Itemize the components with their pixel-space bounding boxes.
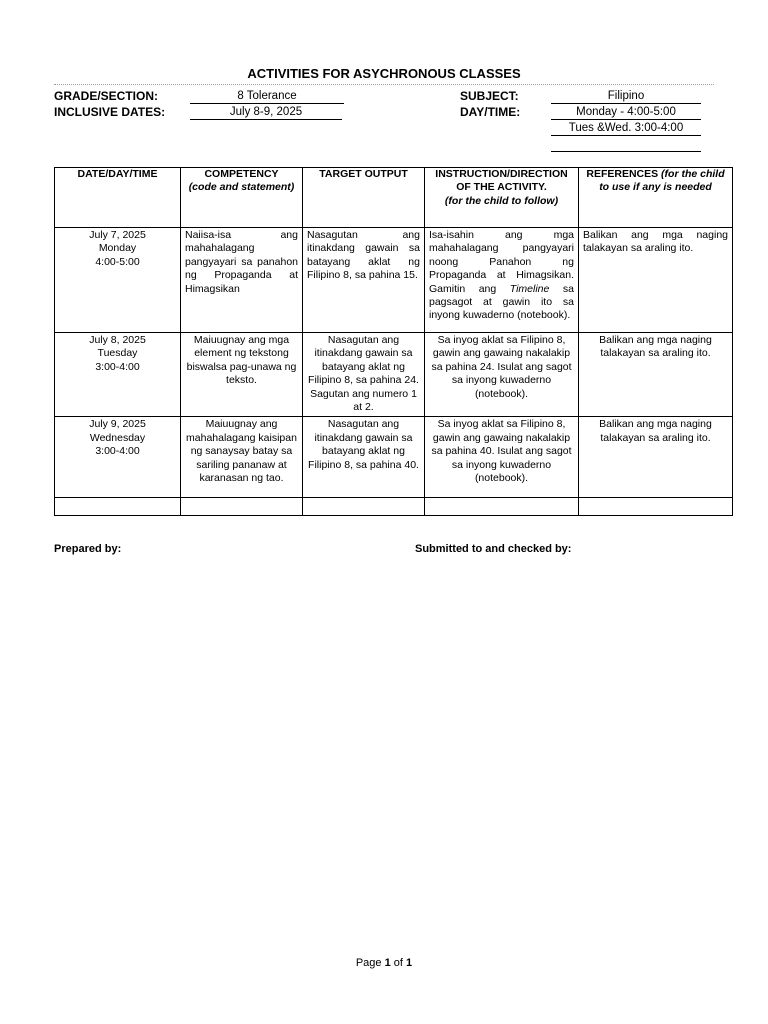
empty-cell (181, 498, 303, 516)
instruction-cell: Sa inyog aklat sa Filipino 8, gawin ang gawaing nakalakip sa pahina 24. Isulat ang sagot sa inyong kuwaderno (notebook). (425, 333, 579, 417)
references-cell: Balikan ang mga naging talakayan sa araling ito. (579, 417, 733, 498)
target-output-cell: Nasagutan ang itinakdang gawain sa batayang aklat ng Filipino 8, sa pahina 24. Sagutan ang numero 1 at 2. (303, 333, 425, 417)
target-output-cell: Nasagutan ang itinakdang gawain sa batayang aklat ng Filipino 8, sa pahina 40. (303, 417, 425, 498)
page-number: Page 1 of 1 (355, 957, 413, 969)
empty-cell (425, 498, 579, 516)
header-target-output: TARGET OUTPUT (303, 168, 425, 228)
instruction-cell: Sa inyog aklat sa Filipino 8, gawin ang gawaing nakalakip sa pahina 40. Isulat ang sagot sa inyong kuwaderno (notebook). (425, 417, 579, 498)
table-header-row (55, 168, 733, 228)
subject-label: SUBJECT: (460, 89, 519, 103)
references-cell: Balikan ang mga naging talakayan sa araling ito. (579, 228, 733, 333)
header-date-day-time: DATE/DAY/TIME (55, 168, 181, 228)
date-cell: July 8, 2025 Tuesday 3:00-4:00 (55, 333, 181, 417)
header-instruction: INSTRUCTION/DIRECTION OF THE ACTIVITY. (for the child to follow) (425, 168, 579, 228)
table-row (55, 333, 733, 417)
header-references: REFERENCES (for the child to use if any is needed (579, 168, 733, 228)
day-time-value-tues-wed: Tues &Wed. 3:00-4:00 (551, 122, 701, 136)
title-divider (54, 84, 714, 85)
subject-value: Filipino (551, 90, 701, 104)
table-row-empty (55, 498, 733, 516)
empty-cell (579, 498, 733, 516)
submitted-to-label: Submitted to and checked by: (415, 543, 572, 555)
header-competency: COMPETENCY (code and statement) (181, 168, 303, 228)
day-time-blank-line (551, 151, 701, 152)
day-time-label: DAY/TIME: (460, 105, 521, 119)
inclusive-dates-label: INCLUSIVE DATES: (54, 105, 166, 119)
date-cell: July 9, 2025 Wednesday 3:00-4:00 (55, 417, 181, 498)
references-cell: Balikan ang mga naging talakayan sa araling ito. (579, 333, 733, 417)
target-output-cell: Nasagutan ang itinakdang gawain sa batayang aklat ng Filipino 8, sa pahina 15. (303, 228, 425, 333)
competency-cell: Maiuugnay ang mga element ng tekstong biswalsa pag-unawa ng teksto. (181, 333, 303, 417)
competency-cell: Naiisa-isa ang mahahalagang pangyayari sa panahon ng Propaganda at Himagsikan (181, 228, 303, 333)
table-row (55, 228, 733, 333)
instruction-cell: Isa-isahin ang mga mahahalagang pangyayari noong Panahon ng Propaganda at Himagsikan. Gamitin ang Timeline sa pagsagot at gawin ito sa inyong kuwaderno (notebook). (425, 228, 579, 333)
day-time-value-monday: Monday - 4:00-5:00 (551, 106, 701, 120)
activities-table (54, 167, 733, 516)
document-title: ACTIVITIES FOR ASYCHRONOUS CLASSES (247, 66, 521, 81)
inclusive-dates-value: July 8-9, 2025 (190, 106, 342, 120)
date-cell: July 7, 2025 Monday 4:00-5:00 (55, 228, 181, 333)
grade-section-label: GRADE/SECTION: (54, 89, 159, 103)
prepared-by-label: Prepared by: (54, 543, 122, 555)
grade-section-value: 8 Tolerance (190, 90, 344, 104)
empty-cell (55, 498, 181, 516)
table-row (55, 417, 733, 498)
competency-cell: Maiuugnay ang mahahalagang kaisipan ng sanaysay batay sa sariling pananaw at karanasan ng tao. (181, 417, 303, 498)
empty-cell (303, 498, 425, 516)
